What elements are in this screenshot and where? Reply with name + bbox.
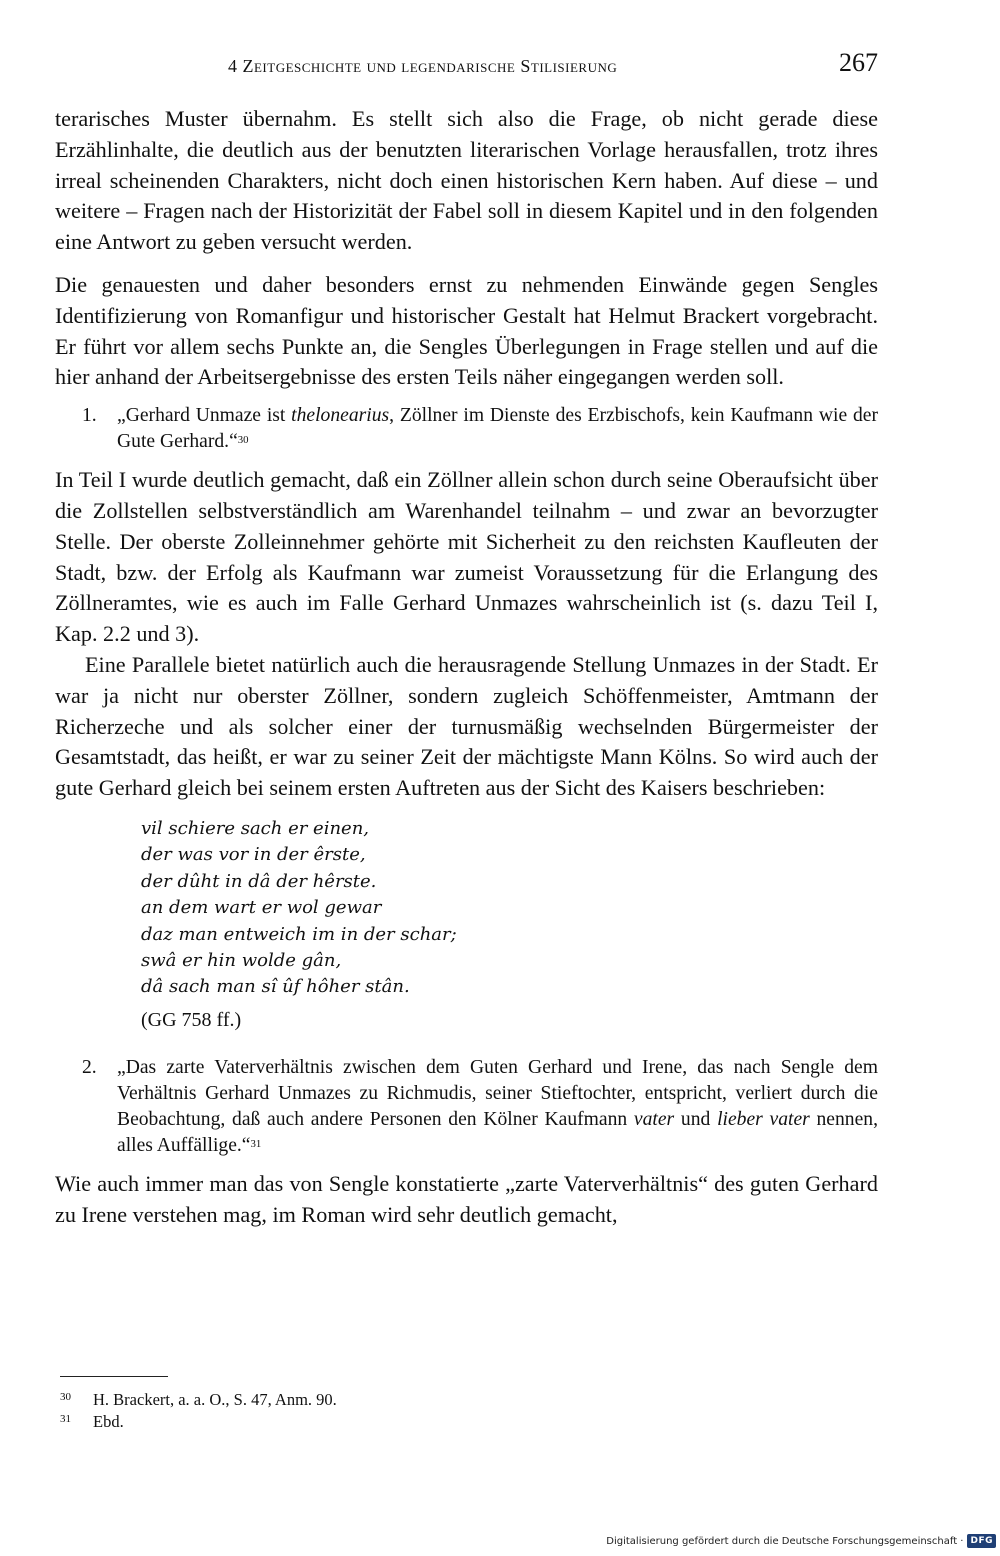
quote-italic: thelonearius	[291, 405, 390, 427]
digitization-text: Digitalisierung gefördert durch die Deutsche Forschungsgemeinschaft ·	[606, 1535, 964, 1547]
body-text	[55, 104, 878, 1231]
footnote	[60, 1389, 880, 1411]
quote-number: 1.	[82, 405, 97, 427]
quote-item-1	[55, 403, 878, 455]
quote-text: und	[674, 1109, 718, 1131]
verse-line: swâ er hin wolde gân,	[141, 949, 342, 971]
footnote-ref[interactable]: 31	[250, 1138, 262, 1151]
verse-quote	[141, 816, 878, 1033]
quote-text: , Zöllner im Dienste des Erzbischofs, kein Kaufmann wie der Gute Gerhard.“	[117, 405, 878, 453]
chapter-title: 4 Zeitgeschichte und legendarische Stilisierung	[228, 56, 618, 76]
quote-italic: vater	[633, 1109, 675, 1131]
dfg-logo: DFG	[967, 1534, 996, 1548]
footnote-number: 30	[60, 1391, 71, 1403]
quote-text: nennen, alles Auffällige.“	[117, 1109, 878, 1157]
footnote-text: H. Brackert, a. a. O., S. 47, Anm. 90.	[93, 1390, 337, 1409]
footnote-number: 31	[60, 1413, 71, 1425]
paragraph-2: Die genauesten und daher besonders ernst zu nehmenden Einwände gegen Sengles Identifizierung von Romanfigur und historischer Gestalt hat Helmut Brackert vorgebracht. Er führt vor allem sechs Punkte an, die Sengles Überlegungen in Frage stellen und auf die hier anhand der Arbeitsergebnisse des ersten Teils näher eingegangen werden soll.	[55, 271, 878, 390]
quote-item-2	[55, 1055, 878, 1159]
paragraph-5: Wie auch immer man das von Sengle konstatierte „zarte Vaterverhältnis“ des guten Gerhard zu Irene verstehen mag, im Roman wird sehr deutlich gemacht,	[55, 1171, 878, 1227]
footnotes	[60, 1389, 880, 1433]
paragraph-3: In Teil I wurde deutlich gemacht, daß ein Zöllner allein schon durch seine Oberaufsicht über die Zollstellen selbstverständlich am Warenhandel teilnahm – und zwar an bevorzugter Stelle. Der oberste Zolleinnehmer gehörte mit Sicherheit zu den reichsten Kaufleuten der Stadt, bzw. der Erfolg als Kaufmann war zumeist Voraussetzung für die Erlangung des Zöllneramtes, wie es auch im Falle Gerhard Unmazes wahrscheinlich ist (s. dazu Teil I, Kap. 2.2 und 3).	[55, 467, 878, 647]
paragraph-1: terarisches Muster übernahm. Es stellt sich also die Frage, ob nicht gerade diese Erzählinhalte, die deutlich aus der benutzten literarischen Vorlage herausfallen, trotz ihres irreal scheinenden Charakters, nicht doch einen historischen Kern haben. Auf diese – und weitere – Fragen nach der Historizität der Fabel soll in diesem Kapitel und in den folgenden eine Antwort zu geben versucht werden.	[55, 106, 878, 255]
quote-text: „Das zarte Vaterverhältnis zwischen dem Guten Gerhard und Irene, das nach Sengle dem Verhältnis Gerhard Unmazes zu Richmudis, seiner Stieftochter, entspricht, verliert durch die Beobachtung, daß auch andere Personen den Kölner Kaufmann	[117, 1057, 878, 1131]
quote-number: 2.	[82, 1057, 97, 1079]
verse-line: dâ sach man sî ûf hôher stân.	[141, 976, 410, 998]
running-head	[228, 48, 878, 84]
verse-line: der dûht in dâ der hêrste.	[141, 870, 377, 892]
footnote	[60, 1411, 880, 1433]
page-number: 267	[839, 48, 878, 77]
verse-line: daz man entweich im in der schar;	[141, 923, 457, 945]
digitization-notice	[606, 1534, 996, 1548]
verse-line: an dem wart er wol gewar	[141, 897, 382, 919]
verse-line: vil schiere sach er einen,	[141, 817, 370, 839]
footnote-ref[interactable]: 30	[237, 434, 249, 447]
verse-citation: (GG 758 ff.)	[141, 1008, 242, 1031]
quote-text: „Gerhard Unmaze ist	[117, 405, 292, 427]
footnote-text: Ebd.	[93, 1412, 124, 1431]
quote-italic: lieber vater	[717, 1109, 810, 1131]
verse-line: der was vor in der êrste,	[141, 844, 366, 866]
footnote-divider	[60, 1376, 168, 1377]
paragraph-4: Eine Parallele bietet natürlich auch die herausragende Stellung Unmazes in der Stadt. Er war ja nicht nur oberster Zöllner, sondern zugleich Schöffenmeister, Amtmann der Richerzeche und als solcher einer der turnusmäßig wechselnden Bürgermeister der Gesamtstadt, das heißt, er war zu seiner Zeit der mächtigste Mann Kölns. So wird auch der gute Gerhard gleich bei seinem ersten Auftreten aus der Sicht des Kaisers beschrieben:	[55, 651, 878, 801]
